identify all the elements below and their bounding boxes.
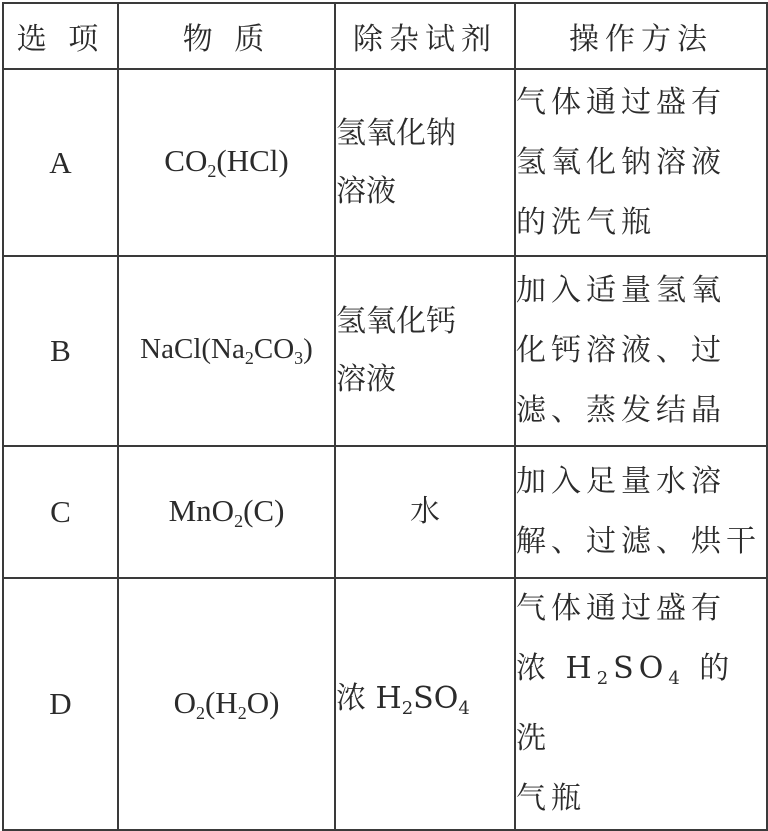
reagent-line: 浓 $H_2SO_4$ — [336, 681, 470, 719]
method-line: 氢氧化钠溶液 — [516, 144, 726, 180]
method-line: 气体通过盛有 — [516, 591, 726, 626]
header-substance: 物 质 — [118, 3, 335, 69]
method-line: 的洗气瓶 — [516, 204, 656, 240]
substance-cell: $CO_2(HCl)$ — [118, 69, 335, 256]
reagent-cell — [335, 578, 515, 830]
method-cell — [515, 446, 767, 578]
method-line: 浓 $H_2SO_4$ 的洗 — [516, 651, 735, 756]
method-line: 化钙溶液、过 — [516, 333, 726, 368]
header-reagent: 除杂试剂 — [335, 3, 515, 69]
option-cell: B — [3, 256, 118, 446]
table-row — [3, 69, 767, 256]
reagent-line: 溶液 — [336, 362, 396, 397]
method-line: 气体通过盛有 — [516, 84, 726, 120]
reagent-line: 水 — [410, 494, 440, 529]
substance-cell: $O_2(H_2O)$ — [118, 578, 335, 830]
header-row — [3, 3, 767, 69]
reagent-line: 溶液 — [336, 173, 396, 209]
substance-cell: MnO$_2$(C) — [118, 446, 335, 578]
option-cell: C — [3, 446, 118, 578]
table-row — [3, 446, 767, 578]
method-line: 滤、蒸发结晶 — [516, 393, 726, 428]
table-row — [3, 578, 767, 830]
method-line: 加入足量水溶 — [516, 464, 726, 499]
method-cell — [515, 69, 767, 256]
method-line: 解、过滤、烘干 — [516, 524, 761, 559]
header-method: 操作方法 — [515, 3, 767, 69]
reagent-line: 氢氧化钠 — [336, 115, 456, 151]
reagent-line: 氢氧化钙 — [336, 304, 456, 339]
table-row — [3, 256, 767, 446]
reagent-cell — [335, 256, 515, 446]
option-cell: A — [3, 69, 118, 256]
substance-cell: $NaCl(Na_2CO_3)$ — [118, 256, 335, 446]
method-line: 气瓶 — [516, 781, 586, 816]
reagent-cell — [335, 446, 515, 578]
header-option: 选 项 — [3, 3, 118, 69]
reagent-cell — [335, 69, 515, 256]
option-cell: D — [3, 578, 118, 830]
method-line: 加入适量氢氧 — [516, 273, 726, 308]
method-cell — [515, 256, 767, 446]
purification-table — [2, 2, 768, 831]
method-cell — [515, 578, 767, 830]
